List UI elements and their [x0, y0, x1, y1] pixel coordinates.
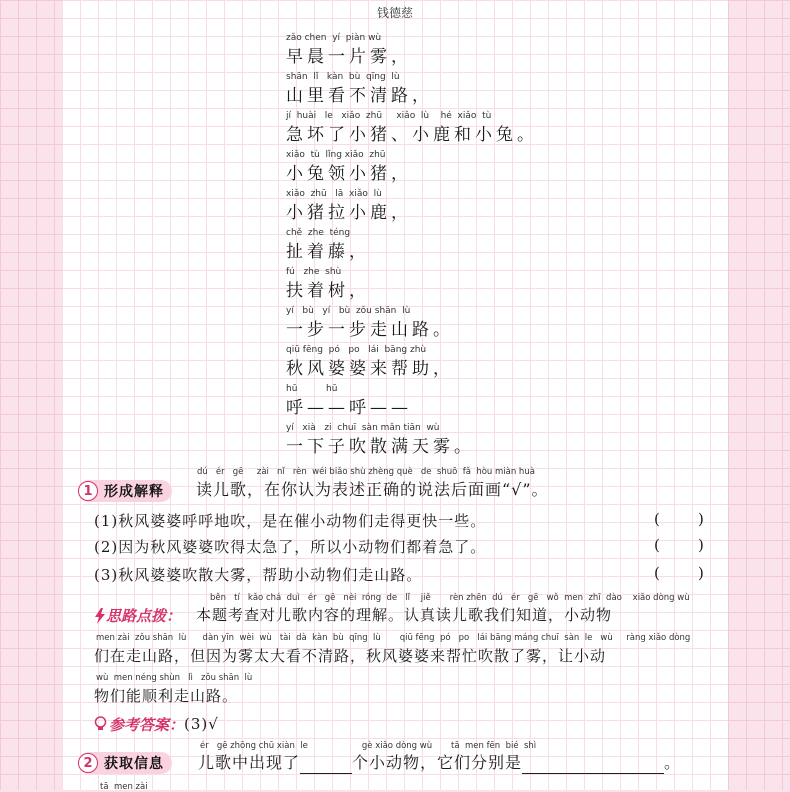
option-2: (2)因为秋风婆婆吹得太急了，所以小动物们都着急了。 [94, 538, 487, 556]
poem-line-pinyin: fú zhe shù [286, 267, 342, 277]
question-2-pinyin: ér gē zhōng chū xiàn le gè xiǎo dòng wù tā men fēn bié shì [200, 741, 537, 751]
poem-line-text: 一下子吹散满天雾。 [286, 437, 475, 457]
animals-blank[interactable] [522, 755, 664, 774]
poem-line-text: 急坏了小猪、小鹿和小兔。 [286, 125, 538, 145]
question-2-prompt [198, 752, 681, 774]
poem-line [286, 383, 538, 422]
lightning-icon [94, 608, 106, 624]
poem-line-pinyin: yí xià zi chuī sàn mǎn tiān wù [286, 423, 440, 433]
prompt-part-2: 个小动物，它们分别是 [352, 753, 523, 772]
question-title: 获取信息 [104, 756, 164, 772]
poem-line [286, 422, 538, 461]
question-1-pinyin: dú ér gē zài nǐ rèn wéi biǎo shù zhèng què de shuō fǎ hòu miàn huà [197, 467, 535, 477]
poem [286, 32, 538, 461]
poem-line-pinyin: hū hū [286, 384, 338, 394]
question-1-badge [78, 480, 172, 502]
poem-line [286, 305, 538, 344]
poem-line-pinyin: yí bù yí bù zǒu shān lù [286, 306, 411, 316]
hint-pinyin-3: wù men néng shùn lì zǒu shān lù [96, 673, 253, 683]
answer-value: (3)√ [184, 715, 219, 733]
poem-line [286, 149, 538, 188]
poem-line-pinyin: chě zhe téng [286, 228, 351, 238]
poem-line [286, 110, 538, 149]
answer-paren-1[interactable]: ( ) [654, 510, 704, 528]
poem-line [286, 32, 538, 71]
poem-line-text: 秋风婆婆来帮助， [286, 359, 454, 379]
hint-pinyin-2: men zài zǒu shān lù dàn yīn wèi wù tài dà kàn bù qīng lù qiū fēng pó po lái bāng máng chuī sàn le wù ràng xiǎo dòng [96, 633, 691, 643]
hint-line-2: 们在走山路，但因为雾太大看不清路，秋风婆婆来帮忙吹散了雾，让小动 [94, 647, 607, 665]
hint-label: 思路点拨： [106, 607, 182, 625]
poem-line-text: 一步一步走山路。 [286, 320, 454, 340]
answer-paren-2[interactable]: ( ) [654, 536, 704, 554]
prompt-part-3: 。 [664, 753, 682, 772]
poem-line [286, 188, 538, 227]
option-3: (3)秋风婆婆吹散大雾，帮助小动物们走山路。 [94, 566, 423, 584]
poem-line-text: 山里看不清路， [286, 86, 433, 106]
poem-line-pinyin: qiū fēng pó po lái bāng zhù [286, 345, 427, 355]
poem-line-pinyin: xiǎo zhū lā xiǎo lù [286, 189, 382, 199]
poem-line-text: 小兔领小猪， [286, 164, 412, 184]
poem-author: 钱德慈 [376, 6, 413, 20]
question-title: 形成解释 [104, 484, 164, 500]
poem-line [286, 71, 538, 110]
question-number: 2 [78, 753, 98, 773]
poem-line-pinyin: zǎo chen yí piàn wù [286, 33, 382, 43]
poem-line-pinyin: xiǎo tù lǐng xiǎo zhū [286, 150, 386, 160]
question-number: 1 [78, 481, 98, 501]
answer-label: 参考答案： [109, 715, 185, 734]
hint-label-row [94, 605, 181, 626]
answer-paren-3[interactable]: ( ) [654, 564, 704, 582]
poem-line-text: 扯着藤， [286, 242, 370, 262]
poem-line-text: 呼——呼—— [286, 398, 412, 418]
poem-line-text: 早晨一片雾， [286, 47, 412, 67]
hint-line-1: 本题考查对儿歌内容的理解。认真读儿歌我们知道，小动物 [196, 606, 613, 624]
poem-line [286, 266, 538, 305]
count-blank[interactable] [300, 755, 352, 774]
poem-line-text: 小猪拉小鹿， [286, 203, 412, 223]
poem-line-pinyin: jí huài le xiǎo zhū xiǎo lù hé xiǎo tù [286, 111, 492, 121]
question-1-prompt: 读儿歌，在你认为表述正确的说法后面画“√”。 [196, 480, 549, 499]
right-margin [728, 0, 790, 790]
poem-line-pinyin: shān lǐ kàn bù qīng lù [286, 72, 400, 82]
left-margin [0, 0, 62, 790]
poem-line [286, 344, 538, 383]
answer-row [94, 713, 219, 735]
hint-line-3: 物们能顺利走山路。 [94, 687, 239, 705]
prompt-part-1: 儿歌中出现了 [198, 753, 301, 772]
question-2-badge [78, 752, 172, 774]
option-1: (1)秋风婆婆呼呼地吹，是在催小动物们走得更快一些。 [94, 512, 487, 530]
bulb-icon [94, 716, 107, 732]
poem-line-text: 扶着树， [286, 281, 370, 301]
hint-pinyin-1: běn tí kǎo chá duì ér gē nèi róng de lǐ jiě rèn zhēn dú ér gē wǒ men zhī dào xiǎo dòng wù [210, 593, 690, 603]
poem-line [286, 227, 538, 266]
next-pinyin: tā men zài [100, 782, 148, 792]
